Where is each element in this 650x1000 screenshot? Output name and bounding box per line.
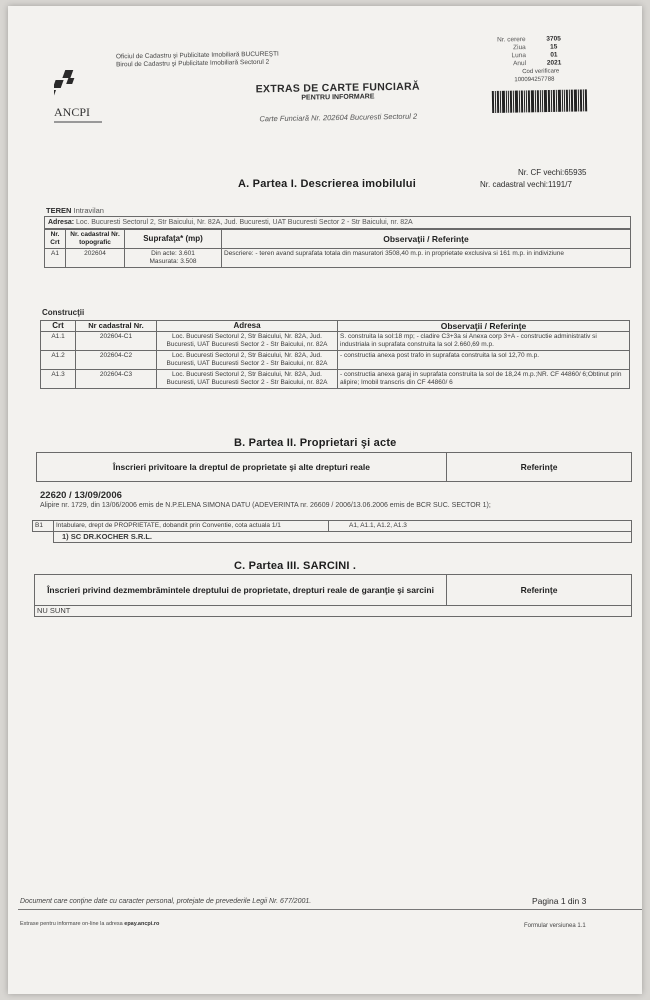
part2-title: B. Partea II. Proprietari şi acte: [234, 437, 397, 449]
barcode: [492, 89, 608, 113]
request-meta: Nr. cerere 3705 Ziua 15 Luna 01 Anul 2021 Cod verificare 100094257788: [482, 35, 575, 85]
teren-table: [45, 229, 630, 268]
document-subtitle: PENTRU INFORMARE: [301, 93, 375, 102]
cadastral-vechi: Nr. cadastral vechi:1191/7: [480, 180, 572, 189]
col-nr-cadastral: Nr. cadastral Nr. topografic: [66, 230, 125, 249]
table-row: A1 202604 Din acte: 3.601 Masurata: 3.508 Descriere: - teren avand suprafata totala din masuratori 3508,40 m.p. in proprietate exclusiva si 161 m.p. in indiviziune: [45, 249, 630, 268]
b1-table: [32, 520, 632, 543]
title-block: [208, 80, 469, 125]
act-description: Alipire nr. 1729, din 13/06/2006 emis de N.P.ELENA SIMONA DATU (ADEVERINTA nr. 26609 / 2006/13.06.2006 emis de BCR SUC. SECTOR 1);: [40, 502, 491, 509]
act-number: 22620 / 13/09/2006: [40, 490, 122, 501]
sarcini-header: Înscrieri privind dezmembrămintele dreptului de proprietate, drepturi reale de garanţie şi sarcini: [35, 575, 447, 606]
office-line-2: Biroul de Cadastru şi Publicitate Imobiliară Sectorul 2: [116, 58, 270, 69]
proprietari-table: [36, 452, 632, 482]
adresa-line: [45, 217, 630, 229]
proprietari-header: Înscrieri privitoare la dreptul de proprietate şi alte drepturi reale: [37, 453, 447, 482]
teren-type: Intravilan: [73, 206, 104, 215]
table-row: [33, 521, 632, 532]
ancpi-emblem-icon: [54, 68, 94, 102]
b1-text: Intabulare, drept de PROPRIETATE, dobandit prin Conventie, cota actuala 1/1: [54, 521, 329, 532]
col-observatii: Observaţii / Referinţe: [222, 230, 631, 249]
adresa-label: Adresa:: [48, 219, 75, 226]
office-block: [116, 51, 279, 70]
verification-code-label: Cod verificare: [522, 68, 560, 76]
footer-epay: Extrase pentru informare on-line la adresa epay.ancpi.ro: [20, 921, 160, 927]
teren-line: [46, 206, 104, 215]
table-row: A1.3 202604-C3 Loc. Bucuresti Sectorul 2, Str Baicului, Nr. 82A, Jud. Bucuresti, UAT Bucuresti Sector 2 - Str Baicului, nr. 82A - constructia anexa garaj in suprafata construita la sol de 18,24 m.p.;NR. CF 44860/ 6;Obtinut prin alipire; Imobil transcris din CF 44860/ 6: [41, 370, 630, 389]
table-row: A1.2 202604-C2 Loc. Bucuresti Sectorul 2, Str Baicului, Nr. 82A, Jud. Bucuresti, UAT Bucuresti Sector 2 - Str Baicului, nr. 82A - constructia anexa post trafo in suprafata construita la sol 12,70 m.p.: [41, 351, 630, 370]
sarcini-table: [34, 574, 632, 617]
adresa-value: Loc. Bucuresti Sectorul 2, Str Baicului, Nr. 82A, Jud. Bucuresti, UAT Bucuresti Sector 2 - Str Baicului, nr. 82A: [76, 219, 413, 226]
sarcini-referinte-header: Referinţe: [447, 575, 632, 606]
epay-link[interactable]: epay.ancpi.ro: [124, 921, 160, 927]
b1-label: B1: [33, 521, 54, 532]
footer-notice: Document care conţine date cu caracter personal, protejate de prevederile Legii Nr. 677/2001.: [20, 898, 312, 905]
part3-title: C. Partea III. SARCINI .: [234, 560, 357, 572]
constructii-label: Construcţii: [42, 308, 85, 317]
footer-rule: [18, 909, 642, 910]
footer-version: Formular versiunea 1.1: [524, 923, 586, 929]
sarcini-value: NU SUNT: [35, 606, 632, 617]
page-number: Pagina 1 din 3: [532, 896, 587, 906]
table-row: A1.1 202604-C1 Loc. Bucuresti Sectorul 2, Str Baicului, Nr. 82A, Jud. Bucuresti, UAT Bucuresti Sector 2 - Str Baicului, nr. 82A S. construita la sol:18 mp; - cladire C3+3a si Anexa corp 3+A - constructie administrativ si industriala in suprafata construita la sol 2.660,69 m.p.: [41, 332, 630, 351]
cf-vechi: Nr. CF vechi:65935: [518, 168, 587, 177]
table-row: [35, 606, 632, 617]
referinte-header: Referinţe: [447, 453, 632, 482]
constructii-table: Crt Nr cadastral Nr. Adresa Observaţii / Referinţe A1.1 202604-C1 Loc. Bucuresti Sectorul 2, Str Baicului, Nr. 82A, Jud. Bucuresti, UAT Bucuresti Sector 2 - Str Baicului, nr. 82A S. construita la sol:18 mp; - cladire C3+3a si Anexa corp 3+A - constructie administrativ si industriala in suprafata construita la sol 2.660,69 m.p. A1.2 202604-C2 Loc. Bucuresti Sectorul 2, Str Baicului, Nr. 82A, Jud. Bucuresti, UAT Bucuresti Sector 2 - Str Baicului, nr. 82A - constructia anexa post trafo in suprafata construita la sol 12,70 m.p. A1.3 202604-C3 Loc. Bucuresti Sectorul 2, Str Baicului, Nr. 82A, Jud. Bucuresti, UAT Bucuresti Sector 2 - Str Baicului, nr. 82A - constructia anexa garaj in suprafata construita la sol de 18,24 m.p.;NR. CF 44860/ 6;Obtinut prin alipire; Imobil transcris din CF 44860/ 6: [40, 320, 630, 389]
owner-name: 1) SC DR.KOCHER S.R.L.: [54, 532, 632, 543]
ancpi-logo-text: ANCPI: [54, 105, 91, 119]
part1-title: A. Partea I. Descrierea imobilului: [238, 178, 416, 190]
col-nr-crt: Nr. Crt: [45, 230, 66, 249]
b1-refs: A1, A1.1, A1.2, A1.3: [329, 521, 632, 532]
document-title: EXTRAS DE CARTE FUNCIARĂ: [255, 80, 420, 96]
col-suprafata: Suprafaţa* (mp): [125, 230, 222, 249]
table-row: [33, 532, 632, 543]
cf-number: Carte Funciară Nr. 202604 Bucuresti Sectorul 2: [259, 111, 418, 124]
teren-label: TEREN: [46, 206, 72, 215]
teren-block: [44, 216, 631, 268]
document-page: [8, 6, 642, 994]
office-line-1: Oficiul de Cadastru şi Publicitate Imobiliară BUCUREŞTI: [115, 50, 279, 61]
verification-code: 100094257788: [514, 76, 555, 84]
ancpi-logo: [54, 68, 114, 123]
